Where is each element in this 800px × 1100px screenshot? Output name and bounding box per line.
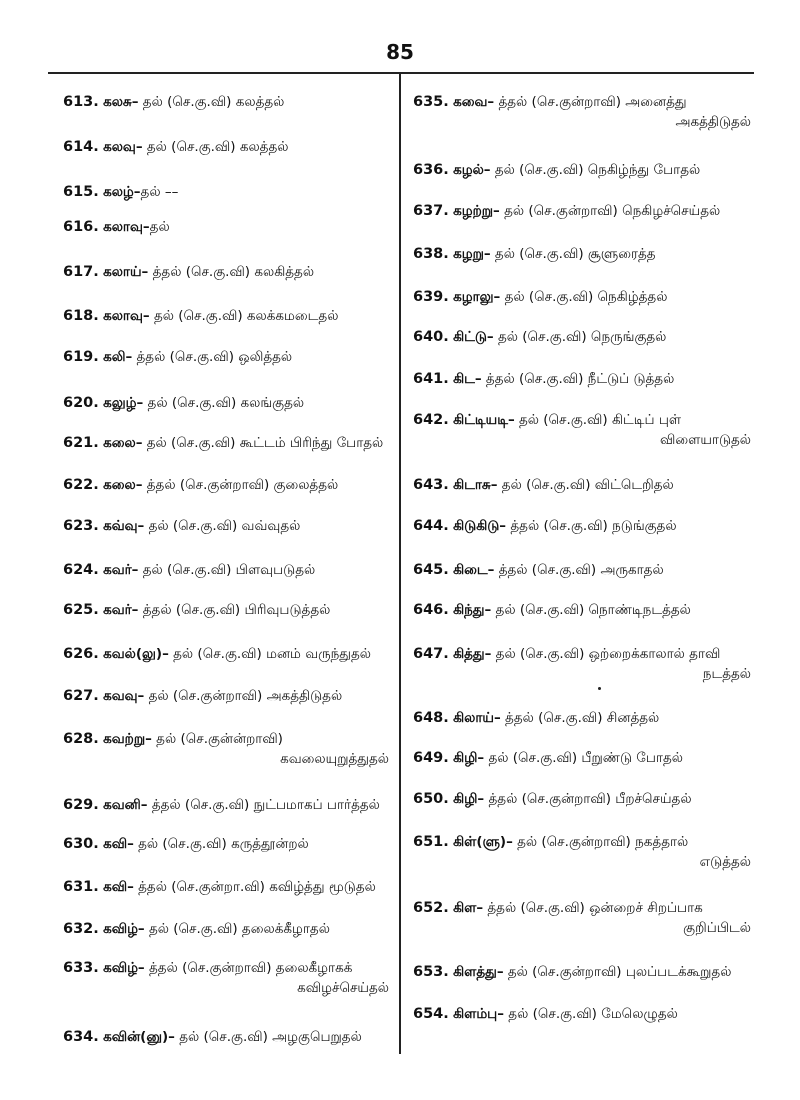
- entry-definition: த்தல் (செ.குன்றாவி) அனைத்து: [494, 94, 687, 110]
- entry-headword: கழற்று–: [453, 203, 500, 219]
- entry-headword: கிள–: [453, 900, 484, 916]
- entry-number: 628.: [63, 731, 99, 747]
- entry-number: 630.: [63, 836, 99, 852]
- dictionary-entry: [63, 686, 389, 706]
- entry-number: 653.: [413, 964, 449, 980]
- entry-headword: கவர்–: [103, 602, 139, 618]
- entry-headword: கவிழ்–: [103, 921, 145, 937]
- print-speck: [598, 687, 601, 690]
- entry-definition: தல் (செ.குன்றாவி) நெகிழச்செய்தல்: [499, 203, 721, 219]
- dictionary-entry: [413, 475, 751, 495]
- entry-line: [63, 958, 389, 978]
- dictionary-entry: [63, 644, 389, 664]
- entry-headword: கவி–: [103, 836, 134, 852]
- entry-number: 636.: [413, 162, 449, 178]
- entry-definition-continuation: கவிழச்செய்தல்: [297, 980, 389, 996]
- entry-line: [413, 832, 751, 852]
- dictionary-entry: [413, 410, 751, 450]
- dictionary-entry: [413, 244, 751, 264]
- entry-number: 617.: [63, 264, 99, 280]
- entry-headword: கலாவு–: [103, 308, 150, 324]
- dictionary-entry: [413, 708, 751, 728]
- dictionary-entry: [63, 92, 389, 112]
- entry-line: [413, 1004, 751, 1024]
- entry-definition: தல் (செ.கு.வி) நொண்டிநடத்தல்: [491, 602, 691, 618]
- entry-headword: கிடை–: [453, 562, 495, 578]
- entry-headword: கலுழ்–: [103, 395, 144, 411]
- entry-definition-continuation: குறிப்பிடல்: [683, 920, 751, 936]
- entry-number: 616.: [63, 219, 99, 235]
- entry-number: 629.: [63, 797, 99, 813]
- entry-number: 620.: [63, 395, 99, 411]
- entry-headword: கவிழ்–: [103, 960, 145, 976]
- entry-definition: த்தல் (செ.குன்றாவி) பீறச்செய்தல்: [484, 791, 692, 807]
- entry-headword: கழறு–: [453, 246, 491, 262]
- entry-definition: தல் (செ.கு.வி) நெகிழ்த்தல்: [500, 289, 668, 305]
- entry-headword: கவி–: [103, 879, 134, 895]
- dictionary-entry: [63, 1027, 389, 1047]
- entry-headword: கிழி–: [453, 791, 485, 807]
- top-rule: [48, 72, 754, 74]
- entry-headword: கிட்டு–: [453, 329, 494, 345]
- entry-number: 631.: [63, 879, 99, 895]
- entry-definition: தல் (செ.கு.வி) விட்டெறிதல்: [497, 477, 674, 493]
- entry-headword: கிட–: [453, 371, 482, 387]
- entry-definition: த்தல் (செ.கு.வி) சினத்தல்: [500, 710, 660, 726]
- entry-number: 623.: [63, 518, 99, 534]
- entry-line: [413, 789, 751, 809]
- column-divider: [399, 74, 401, 1054]
- entry-number: 635.: [413, 94, 449, 110]
- entry-line: [63, 137, 389, 157]
- entry-definition: தல் (செ.கு.வி) பிளவுபடுதல்: [138, 562, 316, 578]
- entry-headword: கவின்(னு)–: [103, 1029, 175, 1045]
- entry-number: 625.: [63, 602, 99, 618]
- entry-line: [63, 347, 389, 367]
- dictionary-entry: [413, 201, 751, 221]
- entry-definition-continuation: நடத்தல்: [702, 666, 751, 682]
- entry-headword: கிட்டியடி–: [453, 412, 515, 428]
- entry-line: [63, 393, 389, 413]
- entry-number: 613.: [63, 94, 99, 110]
- entry-definition: தல் (செ.கு.வி) தலைக்கீழாதல்: [144, 921, 330, 937]
- entry-definition-continuation: அகத்திடுதல்: [675, 114, 751, 130]
- dictionary-entry: [413, 832, 751, 872]
- entry-line: [413, 600, 751, 620]
- entry-definition: த்தல் (செ.கு.வி) ஒலித்தல்: [132, 349, 293, 365]
- dictionary-entry: [63, 475, 389, 495]
- entry-number: 638.: [413, 246, 449, 262]
- entry-definition: தல் (செ.கு.வி) பீறுண்டு போதல்: [484, 750, 683, 766]
- entry-definition: த்தல் (செ.கு.வி) நடுங்குதல்: [506, 518, 677, 534]
- entry-headword: கலை–: [103, 435, 143, 451]
- dictionary-entry: [63, 393, 389, 413]
- dictionary-entry: [413, 560, 751, 580]
- entry-line: [63, 644, 389, 664]
- entry-headword: கிளம்பு–: [453, 1006, 504, 1022]
- entry-number: 632.: [63, 921, 99, 937]
- entry-definition: த்தல் (செ.கு.வி) அருகாதல்: [494, 562, 664, 578]
- entry-number: 633.: [63, 960, 99, 976]
- entry-headword: கிழி–: [453, 750, 485, 766]
- dictionary-entry: [63, 729, 389, 769]
- entry-headword: கிடுகிடு–: [453, 518, 507, 534]
- entry-definition: த்தல் (செ.கு.வி) நீட்டுப் டுத்தல்: [481, 371, 675, 387]
- entry-number: 618.: [63, 308, 99, 324]
- entry-line: [413, 201, 751, 221]
- dictionary-entry: [413, 92, 751, 132]
- entry-definition-continuation: விளையாடுதல்: [660, 432, 751, 448]
- entry-definition: தல் (செ.கு.வி) கூட்டம் பிரிந்து போதல்: [142, 435, 384, 451]
- dictionary-entry: [413, 962, 751, 982]
- entry-line: [63, 729, 389, 749]
- entry-line: [63, 262, 389, 282]
- dictionary-entry: [413, 516, 751, 536]
- entry-headword: கிள்(ளு)–: [453, 834, 513, 850]
- entry-number: 627.: [63, 688, 99, 704]
- entry-number: 652.: [413, 900, 449, 916]
- dictionary-entry: [63, 137, 389, 157]
- entry-number: 641.: [413, 371, 449, 387]
- entry-definition: த்தல் (செ.குன்றாவி) தலைகீழாகக்: [144, 960, 353, 976]
- dictionary-entry: [63, 560, 389, 580]
- entry-headword: கழாலு–: [453, 289, 501, 305]
- entry-definition: தல் (செ.கு.வி) கலக்கமடைதல்: [149, 308, 339, 324]
- entry-number: 621.: [63, 435, 99, 451]
- entry-definition-continuation: எடுத்தல்: [699, 854, 751, 870]
- dictionary-entry: [413, 748, 751, 768]
- entry-definition: த்தல் (செ.குன்றா.வி) கவிழ்த்து மூடுதல்: [133, 879, 376, 895]
- entry-definition: த்தல் (செ.கு.வி) நுட்பமாகப் பார்த்தல்: [147, 797, 380, 813]
- entry-definition: தல் (செ.குன்றாவி) அகத்திடுதல்: [144, 688, 343, 704]
- entry-line: [63, 834, 389, 854]
- entry-number: 645.: [413, 562, 449, 578]
- entry-headword: கிலாய்–: [453, 710, 501, 726]
- entry-headword: கவை–: [453, 94, 495, 110]
- dictionary-entry: [63, 516, 389, 536]
- entry-line: [413, 748, 751, 768]
- entry-definition: தல் (செ.கு.வி) நெருங்குதல்: [493, 329, 667, 345]
- entry-headword: கலாய்–: [103, 264, 149, 280]
- entry-number: 640.: [413, 329, 449, 345]
- entry-line: [413, 475, 751, 495]
- entry-line: [413, 516, 751, 536]
- entry-headword: கழல்–: [453, 162, 491, 178]
- entry-headword: கவல்(லு)–: [103, 646, 169, 662]
- entry-headword: கித்து–: [453, 646, 492, 662]
- entry-headword: கவவு–: [103, 688, 145, 704]
- entry-line: [63, 1027, 389, 1047]
- entry-number: 654.: [413, 1006, 449, 1022]
- entry-line: [413, 369, 751, 389]
- dictionary-entry: [413, 1004, 751, 1024]
- entry-line: [413, 92, 751, 112]
- dictionary-entry: [413, 160, 751, 180]
- dictionary-entry: [63, 834, 389, 854]
- entry-line: [63, 182, 389, 202]
- dictionary-entry: [413, 898, 751, 938]
- entry-number: 634.: [63, 1029, 99, 1045]
- entry-line: [63, 516, 389, 536]
- entry-line: [63, 217, 389, 237]
- entry-definition: தல் (செ.கு.வி) சூளுரைத்த: [490, 246, 656, 262]
- entry-line: [63, 560, 389, 580]
- entry-line: [413, 708, 751, 728]
- entry-line: [63, 433, 389, 453]
- entry-line: [413, 898, 751, 918]
- entry-line: [413, 644, 751, 664]
- entry-definition: த்தல் (செ.கு.வி) ஒன்றைச் சிறப்பாக: [483, 900, 703, 916]
- dictionary-entry: [63, 600, 389, 620]
- entry-definition: தல்: [149, 219, 170, 235]
- entry-line: [63, 877, 389, 897]
- entry-headword: கவனி–: [103, 797, 148, 813]
- entry-definition: தல் (செ.குன்றாவி) புலப்படக்கூறுதல்: [503, 964, 732, 980]
- dictionary-entry: [63, 433, 389, 453]
- entry-definition: தல் (செ.கு.வி) அழகுபெறுதல்: [174, 1029, 362, 1045]
- entry-number: 637.: [413, 203, 449, 219]
- entry-headword: கலாவு–: [103, 219, 150, 235]
- entry-headword: கலை–: [103, 477, 143, 493]
- entry-definition: தல் (செ.கு.வி) ஒற்றைக்காலால் தாவி: [491, 646, 721, 662]
- entry-number: 624.: [63, 562, 99, 578]
- entry-definition: தல் (செ.கு.வி) வவ்வுதல்: [144, 518, 301, 534]
- entry-number: 642.: [413, 412, 449, 428]
- entry-line: [413, 410, 751, 430]
- entry-headword: கலழ்–: [103, 184, 141, 200]
- entry-line: [63, 306, 389, 326]
- dictionary-entry: [413, 287, 751, 307]
- entry-definition-continuation: கவலையுறுத்துதல்: [280, 751, 389, 767]
- entry-definition: த்தல் (செ.குன்றாவி) குலைத்தல்: [142, 477, 339, 493]
- entry-definition: தல் (செ.கு.வி) கலத்தல்: [138, 94, 285, 110]
- entry-line: [413, 327, 751, 347]
- entry-number: 614.: [63, 139, 99, 155]
- entry-headword: கலவு–: [103, 139, 143, 155]
- entry-definition: தல் (செ.குன்ன்றாவி): [151, 731, 283, 747]
- entry-line: [63, 919, 389, 939]
- entry-line: [413, 244, 751, 264]
- dictionary-entry: [63, 795, 389, 815]
- entry-number: 622.: [63, 477, 99, 493]
- dictionary-entry: [413, 327, 751, 347]
- entry-number: 646.: [413, 602, 449, 618]
- entry-headword: கிடாசு–: [453, 477, 498, 493]
- entry-headword: கவற்று–: [103, 731, 152, 747]
- entry-definition: தல் (செ.குன்றாவி) நகத்தால்: [512, 834, 689, 850]
- entry-line: [63, 795, 389, 815]
- entry-number: 619.: [63, 349, 99, 365]
- dictionary-entry: [413, 369, 751, 389]
- entry-line: [63, 475, 389, 495]
- entry-line: [413, 160, 751, 180]
- entry-definition: தல் (செ.கு.வி) கலங்குதல்: [143, 395, 305, 411]
- entry-definition: தல் (செ.கு.வி) கருத்தூன்றல்: [133, 836, 309, 852]
- entry-number: 651.: [413, 834, 449, 850]
- entry-definition: தல் (செ.கு.வி) மேலெழுதல்: [503, 1006, 678, 1022]
- page-number: 85: [386, 40, 414, 64]
- entry-number: 615.: [63, 184, 99, 200]
- entry-line: [63, 92, 389, 112]
- entry-headword: கலி–: [103, 349, 133, 365]
- entry-number: 647.: [413, 646, 449, 662]
- entry-line: [63, 686, 389, 706]
- dictionary-entry: [63, 919, 389, 939]
- dictionary-entry: [413, 600, 751, 620]
- entry-definition: தல் (செ.கு.வி) மனம் வருந்துதல்: [168, 646, 372, 662]
- dictionary-entry: [63, 262, 389, 282]
- dictionary-entry: [413, 644, 751, 684]
- dictionary-entry: [413, 789, 751, 809]
- dictionary-entry: [63, 217, 389, 237]
- entry-headword: கவர்–: [103, 562, 139, 578]
- dictionary-entry: [63, 877, 389, 897]
- entry-line: [413, 560, 751, 580]
- entry-number: 626.: [63, 646, 99, 662]
- dictionary-entry: [63, 958, 389, 998]
- entry-headword: கிளத்து–: [453, 964, 504, 980]
- entry-headword: கலசு–: [103, 94, 139, 110]
- entry-number: 643.: [413, 477, 449, 493]
- entry-line: [63, 600, 389, 620]
- entry-line: [413, 287, 751, 307]
- entry-number: 650.: [413, 791, 449, 807]
- entry-headword: கவ்வு–: [103, 518, 145, 534]
- entry-definition: தல் (செ.கு.வி) நெகிழ்ந்து போதல்: [490, 162, 701, 178]
- dictionary-entry: [63, 306, 389, 326]
- entry-headword: கிந்து–: [453, 602, 492, 618]
- entry-number: 648.: [413, 710, 449, 726]
- entry-definition: தல் (செ.கு.வி) கிட்டிப் புள்: [514, 412, 682, 428]
- entry-number: 649.: [413, 750, 449, 766]
- entry-number: 644.: [413, 518, 449, 534]
- entry-definition: த்தல் (செ.கு.வி) கலகித்தல்: [148, 264, 315, 280]
- entry-definition: தல் ––: [140, 184, 179, 200]
- entry-line: [413, 962, 751, 982]
- entry-number: 639.: [413, 289, 449, 305]
- dictionary-entry: [63, 182, 389, 202]
- entry-definition: த்தல் (செ.கு.வி) பிரிவுபடுத்தல்: [138, 602, 331, 618]
- entry-definition: தல் (செ.கு.வி) கலத்தல்: [142, 139, 289, 155]
- dictionary-entry: [63, 347, 389, 367]
